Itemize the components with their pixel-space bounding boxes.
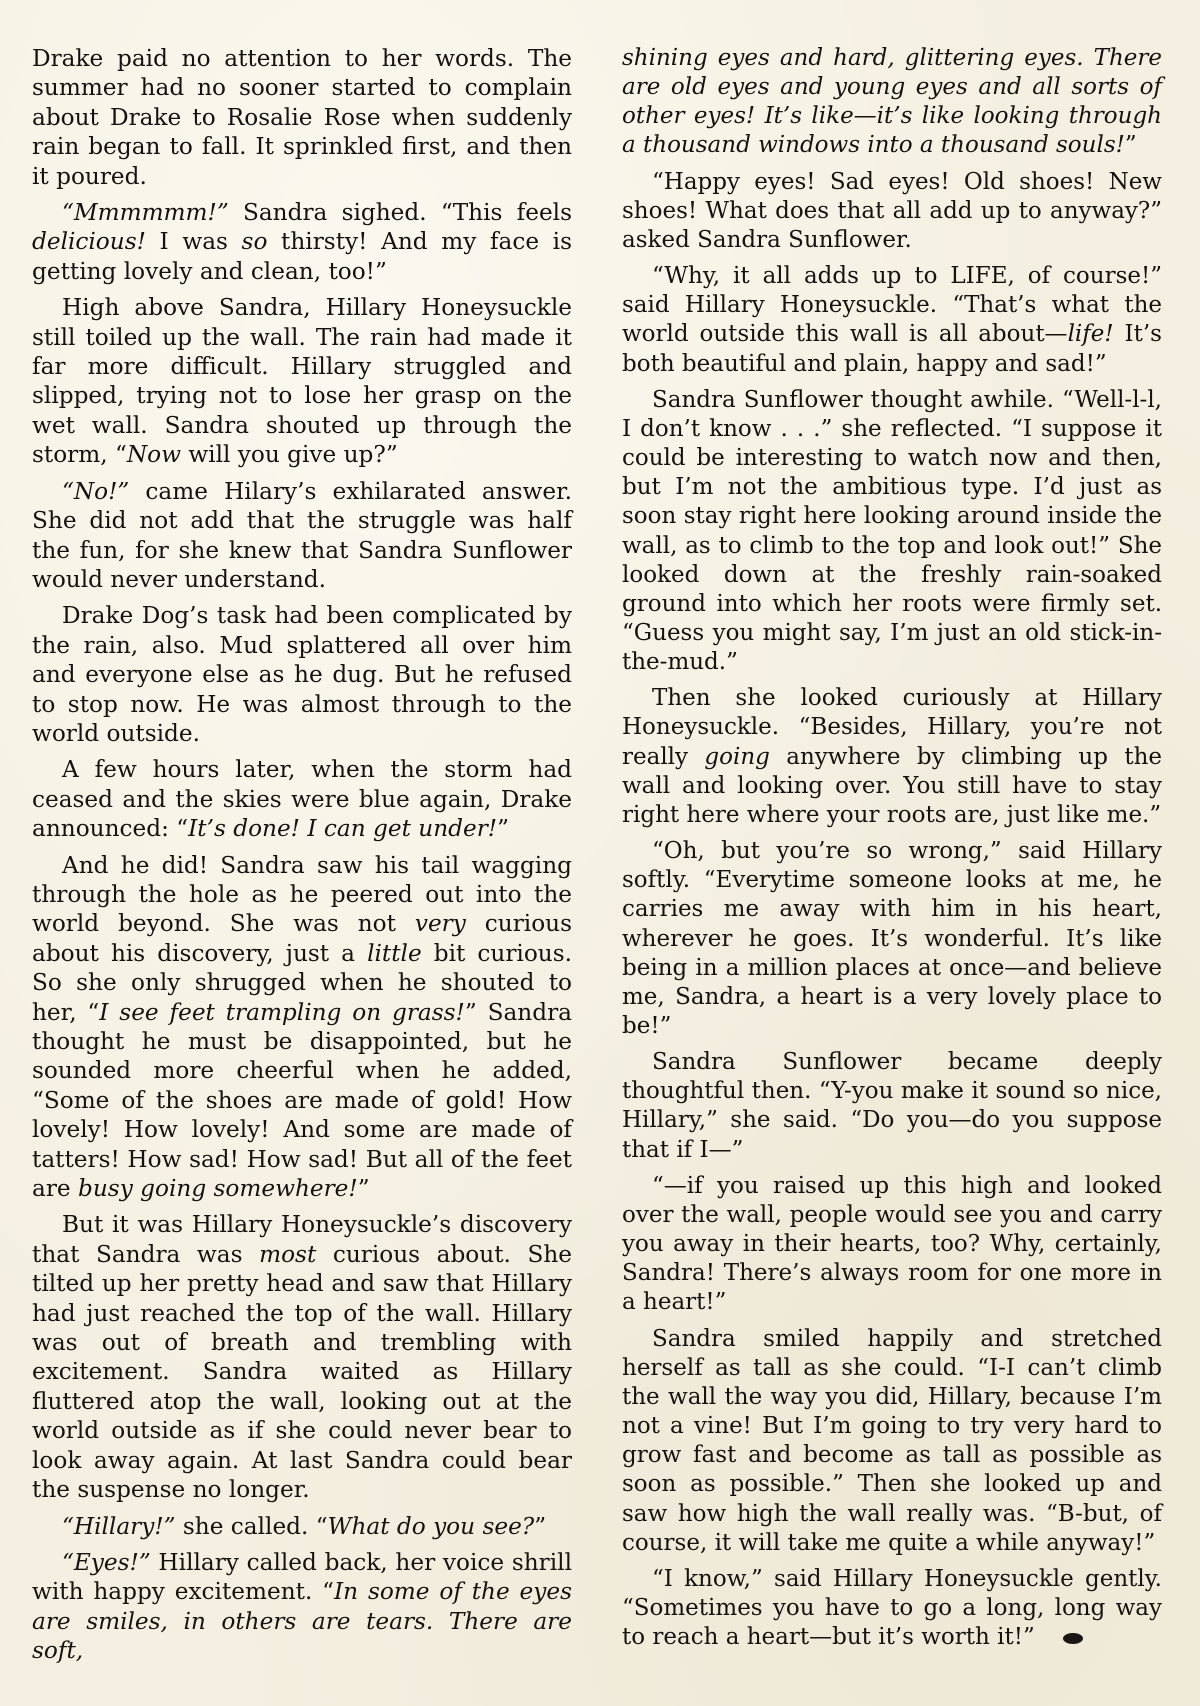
text-run: ” — [357, 1175, 370, 1203]
text-run: “Oh, but you’re so wrong,” said Hillary softly. “Everytime someone looks at me, he carries me away with him in his heart, wherever he goes. It’s wonderful. It’s like being in a million places at once—and believe me, Sandra, a heart is a very lovely place to be!” — [622, 838, 1162, 1039]
italic-text: I see feet trampling on grass! — [99, 998, 465, 1026]
right-text-column — [622, 44, 1162, 1659]
text-run: Drake paid no attention to her words. The summer had no sooner started to complain about Drake to Rosalie Rose when suddenly rain began to fall. It sprinkled first, and then it poured. — [32, 45, 572, 190]
story-paragraph — [32, 1512, 572, 1541]
end-of-story-mark — [1063, 1633, 1083, 1644]
italic-text: little — [367, 939, 422, 967]
text-run: “Why, it all adds up to LIFE, of course!” said Hillary Honeysuckle. “That’s what the world outside this wall is all about— — [622, 263, 1162, 348]
text-run: thirsty! And my face is getting lovely and clean, too!” — [32, 228, 573, 285]
text-run: ” — [1124, 132, 1137, 159]
story-paragraph — [32, 477, 572, 595]
text-run: “—if you raised up this high and looked over the wall, people would see you and carry you away in their hearts, too? Why, certainly, Sandra! There’s always room for one more in a heart!” — [622, 1172, 1162, 1316]
story-paragraph — [622, 262, 1162, 379]
text-run: I was — [145, 228, 242, 256]
story-paragraph — [32, 851, 572, 1204]
story-paragraph — [32, 44, 572, 191]
text-run: came Hilary’s exhilarated answer. She did not add that the struggle was half the fun, for she knew that Sandra Sunflower would never understand. — [32, 477, 572, 593]
italic-text: life! — [1067, 321, 1114, 348]
story-paragraph — [32, 755, 572, 843]
italic-text: Now — [126, 441, 181, 469]
text-run: Sandra smiled happily and stretched herself as tall as she could. “I-I can’t climb the wall the way you did, Hillary, because I’m not a vine! But I’m going to try very hard to grow fast and become as tall as possible as soon as possible.” Then she looked up and saw how high the wall really was. “B-but, of course, it will take me quite a while anyway!” — [622, 1325, 1162, 1556]
italic-text: “No!” — [62, 477, 130, 505]
italic-text: so — [241, 228, 268, 256]
story-paragraph — [622, 1172, 1162, 1318]
italic-text: “Hillary!” — [62, 1512, 176, 1540]
italic-text: shining eyes and hard, glittering eyes. There are old eyes and young eyes and all sorts of other eyes! It’s like—it’s like looking through a thousand windows into a thousand souls! — [622, 45, 1162, 159]
text-run: anywhere by climbing up the wall and looking over. You still have to stay right here where your roots are, just like me.” — [622, 743, 1162, 828]
text-run: And he did! Sandra saw his tail wagging through the hole as he peered out into the world beyond. She was not — [32, 851, 572, 938]
story-paragraph — [622, 1048, 1162, 1165]
italic-text: “Mmmmmm!” — [62, 199, 229, 227]
text-run: Sandra Sunflower thought awhile. “Well-l-l, I don’t know . . .” she reflected. “I suppose it could be interesting to watch now and then, but I’m not the ambitious type. I’d just as soon stay right here looking around inside the wall, as to climb to the top and look out!” She looked down at the freshly rain-soaked ground into which her roots were firmly set. “Guess you might say, I’m just an old stick-in-the-mud.” — [622, 386, 1162, 676]
text-run: Hillary called back, her voice shrill with happy excitement. “ — [32, 1548, 572, 1606]
italic-text: delicious! — [32, 228, 146, 256]
text-run: But it was Hillary Honeysuckle’s discovery that Sandra was — [32, 1211, 572, 1268]
text-run: “I know,” said Hillary Honeysuckle gently. “Sometimes you have to go a long, long way to reach a heart—but it’s worth it!” — [622, 1565, 1162, 1651]
text-run: “Happy eyes! Sad eyes! Old shoes! New shoes! What does that all add up to anyway?” asked Sandra Sunflower. — [622, 168, 1162, 253]
text-run: A few hours later, when the storm had ceased and the skies were blue again, Drake announced: “ — [32, 756, 572, 843]
italic-text: going — [704, 743, 770, 770]
text-run: bit curious. So she only shrugged when he shouted to her, “ — [32, 939, 573, 1026]
story-paragraph — [622, 386, 1162, 678]
story-paragraph — [622, 1325, 1162, 1558]
text-run: Drake Dog’s task had been complicated by the rain, also. Mud splattered all over him and everyone else as he dug. But he refused to stop now. He was almost through to the world outside. — [32, 602, 572, 747]
story-paragraph — [32, 601, 572, 748]
italic-text: It’s done! I can get under! — [188, 815, 498, 843]
text-run: will you give up?” — [180, 441, 398, 469]
story-paragraph — [32, 1548, 572, 1666]
italic-text: most — [259, 1240, 317, 1268]
text-run: Sandra sighed. “This feels — [228, 199, 572, 227]
story-paragraph — [622, 684, 1162, 830]
text-run: High above Sandra, Hillary Honeysuckle still toiled up the wall. The rain had made it far more difficult. Hillary struggled and slipped, trying not to lose her grasp on the wet wall. Sandra shouted up through the storm, “ — [32, 294, 572, 469]
text-run: Then she looked curiously at Hillary Honeysuckle. “Besides, Hillary, you’re not really — [622, 685, 1162, 770]
text-run: Sandra Sunflower became deeply thoughtful then. “Y-you make it sound so nice, Hillary,” she said. “Do you—do you suppose that if I—” — [622, 1049, 1162, 1163]
text-run: curious about his discovery, just a — [32, 910, 572, 967]
story-paragraph — [622, 168, 1162, 255]
story-paragraph — [622, 837, 1162, 1041]
text-run: curious about. She tilted up her pretty head and saw that Hillary had just reached the top of the wall. Hillary was out of breath and trembling with excitement. Sandra waited as Hillary fluttered atop the wall, looking out at the world outside as if she could never bear to look away again. At last Sandra could bear the suspense no longer. — [32, 1240, 572, 1504]
left-text-column — [32, 44, 572, 1673]
text-run: It’s both beautiful and plain, happy and sad!” — [622, 321, 1162, 377]
italic-text: very — [414, 910, 466, 938]
text-run: she called. “ — [175, 1512, 328, 1540]
story-paragraph — [32, 1210, 572, 1504]
story-paragraph — [32, 293, 572, 469]
story-paragraph — [622, 1565, 1162, 1652]
story-paragraph — [622, 44, 1162, 161]
italic-text: busy going somewhere! — [78, 1175, 358, 1203]
italic-text: “Eyes!” — [62, 1548, 151, 1576]
italic-text: What do you see? — [327, 1512, 535, 1540]
text-run: ” — [534, 1512, 547, 1540]
text-run: ” — [497, 815, 509, 843]
story-paragraph — [32, 198, 572, 286]
italic-text: In some of the eyes are smiles, in others are tears. There are soft, — [32, 1578, 572, 1665]
text-run: ” Sandra thought he must be disappointed, but he sounded more cheerful when he added, “Some of the shoes are made of gold! How lovely! How lovely! And some are made of tatters! How sad! How sad! But all of the feet are — [32, 998, 572, 1203]
